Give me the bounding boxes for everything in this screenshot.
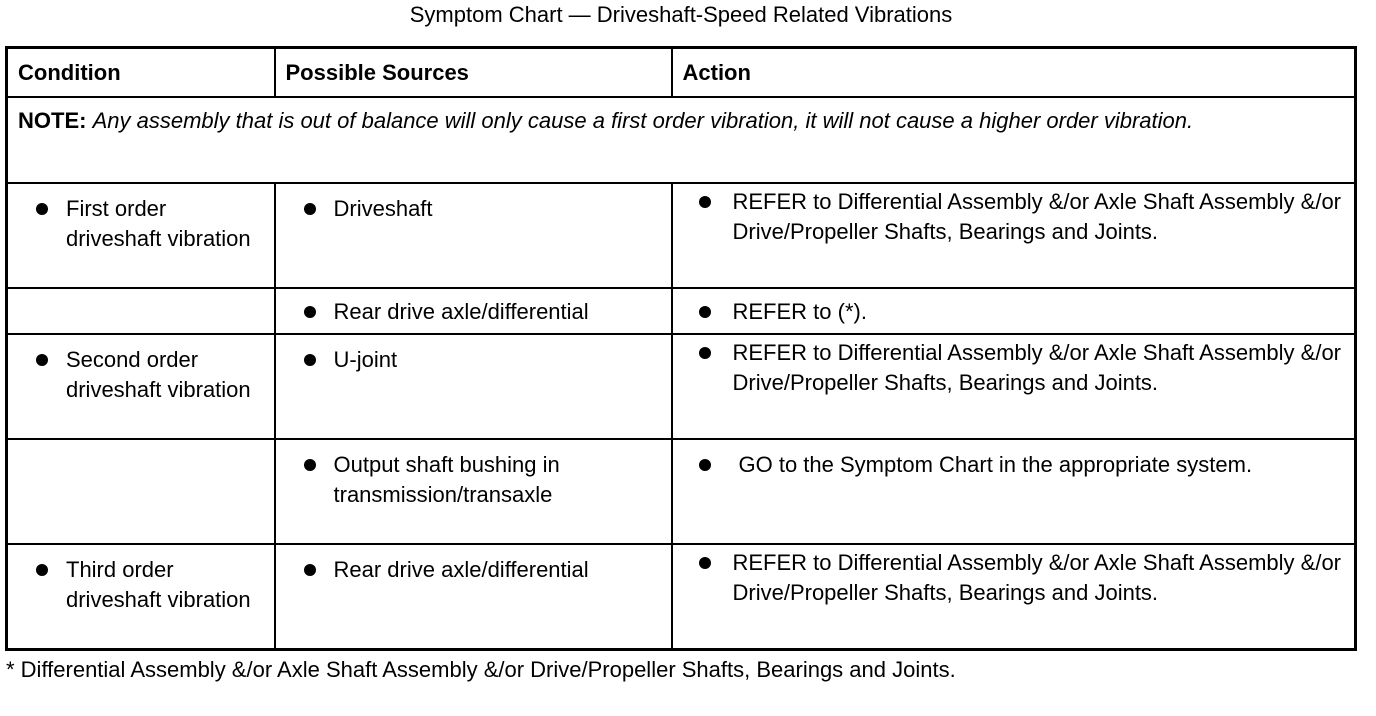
action-text: REFER to Differential Assembly &/or Axle Shaft Assembly &/or Drive/Propeller Shafts, Bearings and Joints. [732, 550, 1342, 605]
bullet-icon [699, 557, 711, 569]
source-text: U-joint [333, 347, 398, 372]
action-cell [672, 544, 1356, 649]
source-cell [275, 334, 672, 439]
footnote: * Differential Assembly &/or Axle Shaft Assembly &/or Drive/Propeller Shafts, Bearings and Joints. [6, 657, 956, 682]
condition-cell-empty [7, 439, 275, 544]
source-cell [275, 288, 672, 334]
table-row [7, 544, 1356, 649]
symptom-chart-table [5, 46, 1357, 651]
header-condition: Condition [7, 48, 275, 98]
condition-text: Third order driveshaft vibration [66, 557, 251, 612]
source-text: Rear drive axle/differential [333, 299, 589, 324]
action-text: REFER to Differential Assembly &/or Axle Shaft Assembly &/or Drive/Propeller Shafts, Bearings and Joints. [732, 340, 1342, 395]
action-text: REFER to (*). [732, 299, 867, 324]
chart-title: Symptom Chart — Driveshaft-Speed Related Vibrations [409, 2, 953, 27]
note-row [7, 97, 1356, 183]
bullet-icon [304, 459, 316, 471]
header-action: Action [672, 48, 1356, 98]
action-cell [672, 183, 1356, 288]
source-text: Driveshaft [333, 196, 433, 221]
note-cell [7, 97, 1356, 183]
table-row [7, 183, 1356, 288]
bullet-icon [699, 347, 711, 359]
condition-cell [7, 544, 275, 649]
action-cell [672, 288, 1356, 334]
table-row [7, 288, 1356, 334]
bullet-icon [304, 354, 316, 366]
source-cell [275, 544, 672, 649]
bullet-icon [36, 354, 48, 366]
source-text: Rear drive axle/differential [333, 557, 589, 582]
table-row [7, 439, 1356, 544]
action-text: GO to the Symptom Chart in the appropriate system. [738, 452, 1253, 477]
condition-cell [7, 183, 275, 288]
action-cell [672, 334, 1356, 439]
source-text: Output shaft bushing in transmission/transaxle [333, 452, 560, 507]
bullet-icon [699, 459, 711, 471]
action-text: REFER to Differential Assembly &/or Axle Shaft Assembly &/or Drive/Propeller Shafts, Bearings and Joints. [732, 189, 1342, 244]
bullet-icon [699, 196, 711, 208]
bullet-icon [304, 306, 316, 318]
header-possible-sources: Possible Sources [275, 48, 672, 98]
action-cell [672, 439, 1356, 544]
bullet-icon [36, 203, 48, 215]
bullet-icon [36, 564, 48, 576]
bullet-icon [699, 306, 711, 318]
note-text: Any assembly that is out of balance will only cause a first order vibration, it will not cause a higher order vibration. [92, 108, 1194, 133]
source-cell [275, 183, 672, 288]
bullet-icon [304, 564, 316, 576]
source-cell [275, 439, 672, 544]
condition-cell-empty [7, 288, 275, 334]
table-row [7, 334, 1356, 439]
bullet-icon [304, 203, 316, 215]
note-label: NOTE: [18, 108, 87, 133]
condition-cell [7, 334, 275, 439]
condition-text: Second order driveshaft vibration [66, 347, 251, 402]
condition-text: First order driveshaft vibration [66, 196, 251, 251]
header-row [7, 48, 1356, 98]
